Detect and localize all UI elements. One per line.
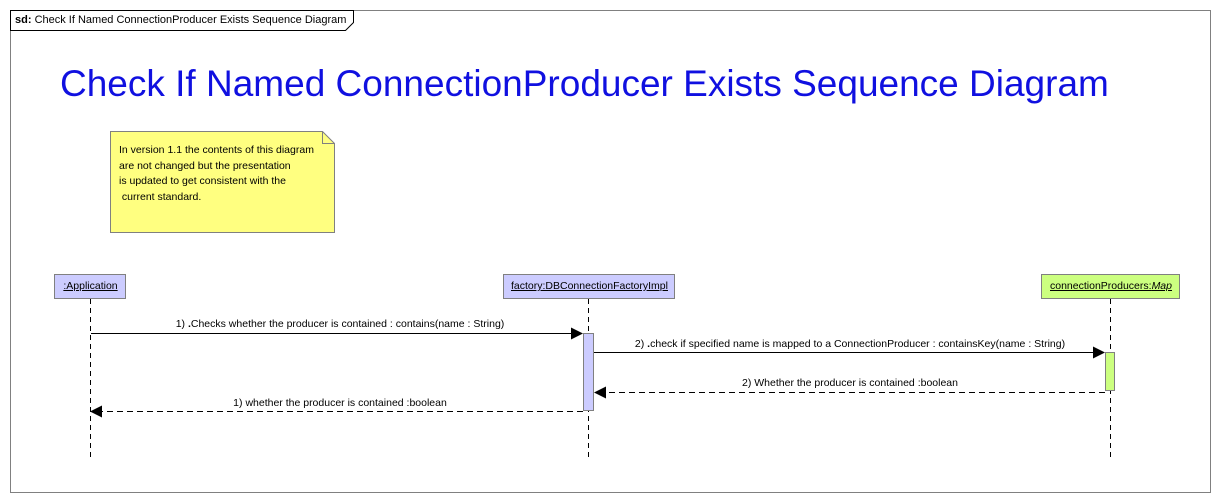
frame-label — [11, 11, 346, 29]
activation-producers — [1106, 353, 1115, 391]
message-2-text: check if specified name is mapped to a ConnectionProducer : containsKey(name : String) — [650, 338, 1066, 350]
message-4-label[interactable] — [100, 396, 580, 410]
note-line: are not changed but the presentation — [119, 159, 291, 172]
message-3-text: Whether the producer is contained :boolean — [754, 377, 958, 389]
diagram-title: Check If Named ConnectionProducer Exists Sequence Diagram — [60, 63, 1109, 104]
frame-label-prefix: sd: — [15, 14, 32, 26]
lifeline-name-factory: factory:DBConnectionFactoryImpl — [511, 280, 668, 292]
frame-label-name: Check If Named ConnectionProducer Exists Sequence Diagram — [34, 14, 347, 26]
note-text — [119, 143, 334, 205]
message-3-label[interactable] — [600, 376, 1100, 390]
message-2-label[interactable]: 2) .check if specified name is mapped to a ConnectionProducer : containsKey(name : String) — [634, 338, 1066, 350]
lifeline-name-application: :Application — [63, 280, 118, 292]
note-line: current standard. — [119, 190, 202, 203]
message-1-number: 1) — [175, 318, 186, 330]
lifeline-type-producers: Map — [1151, 280, 1172, 292]
message-2-number: 2) — [634, 338, 645, 350]
message-1-text: Checks whether the producer is contained : contains(name : String) — [190, 318, 505, 330]
message-4-number: 1) — [233, 397, 243, 409]
lifeline-name-producers: connectionProducers: — [1050, 280, 1152, 292]
lifeline-label-producers[interactable] — [1042, 275, 1180, 297]
lifeline-label-factory[interactable] — [504, 275, 675, 297]
note-line: In version 1.1 the contents of this diagram — [119, 144, 314, 156]
activation-factory — [584, 334, 594, 411]
message-4-text: whether the producer is contained :boolean — [245, 397, 447, 409]
message-1-label[interactable]: 1) .Checks whether the producer is contained : contains(name : String) — [175, 318, 505, 330]
note-line: is updated to get consistent with the — [119, 175, 286, 187]
message-3-number: 2) — [742, 377, 752, 389]
lifeline-label-application[interactable] — [55, 275, 126, 297]
